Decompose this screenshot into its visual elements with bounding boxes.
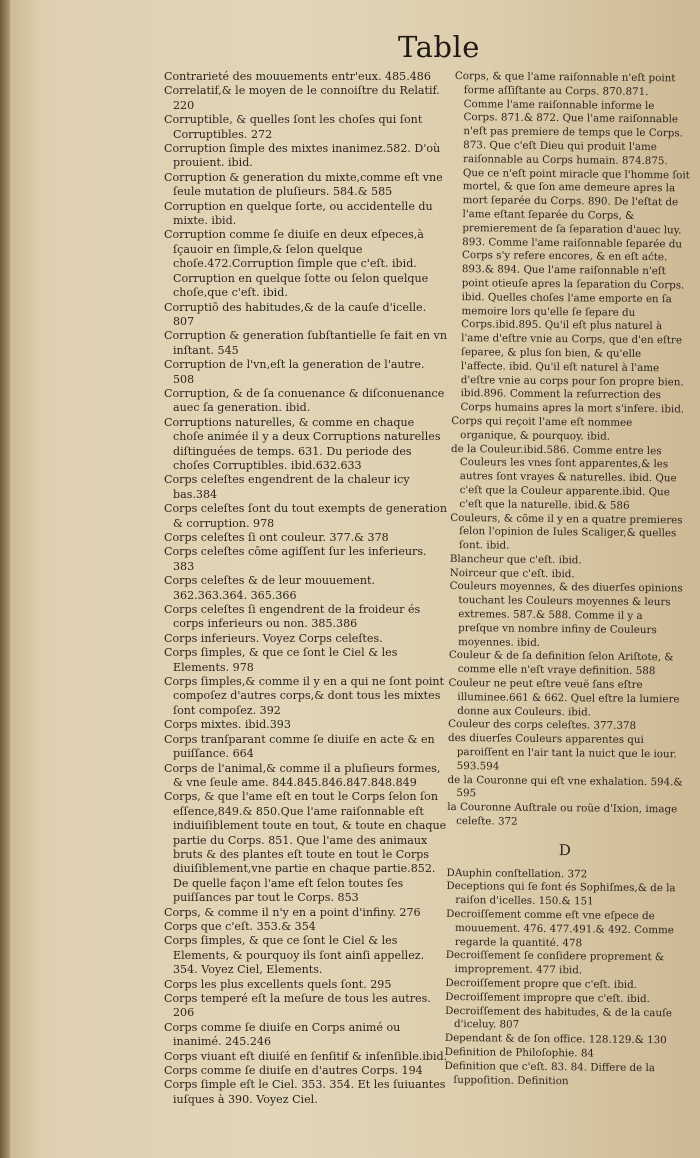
index-entry: Noirceur que c'eſt. ibid. xyxy=(449,566,575,580)
index-entry: Corps comme ſe diuiſe en d'autres Corps. 194 xyxy=(164,1064,423,1078)
index-entry: Corruption de l'vn,eſt la generation de l'autre. 508 xyxy=(164,358,425,386)
index-entry: Decroiſſement impropre que c'eſt. ibid. xyxy=(445,990,650,1005)
index-entry: Corps qui reçoit l'ame eſt nommee organique, & pourquoy. ibid. xyxy=(451,414,633,443)
index-entry: Corps comme ſe diuiſe en Corps animé ou inanimé. 245.246 xyxy=(164,1020,401,1049)
section-letter-d: D xyxy=(558,840,571,860)
index-entry: Blancheur que c'eſt. ibid. xyxy=(449,552,582,567)
index-entry: Corruption comme ſe diuiſe en deux eſpeces,à ſçauoir en ſimple,& ſelon quelque choſe.472.Corruption ſimple que c'eſt. ibid. Corruption en quelque ſotte ou ſelon quelque choſe,que c'eſt. ibid. xyxy=(164,228,429,300)
section-d-entries xyxy=(444,867,682,1090)
index-entry: la Couronne Auſtrale ou roüe d'Ixion, image celeſte. 372 xyxy=(447,801,678,828)
index-entry: Corps celeſtes ſi ont couleur. 377.& 378 xyxy=(164,531,389,544)
index-entry: des diuerſes Couleurs apparentes qui paroiſſent en l'air tant la nuict que le iour. 593.594 xyxy=(447,732,677,773)
index-entry: Corps temperé eſt la meſure de tous les autres. 206 xyxy=(164,992,431,1020)
index-entry: Couleur ne peut eſtre veuë ſans eſtre illuminee.661 & 662. Quel eſtre la lumiere donne aux Couleurs. ibid. xyxy=(448,677,680,719)
index-entry: Corps les plus excellents quels ſont. 295 xyxy=(164,977,392,991)
index-entry: Corps, & comme il n'y en a point d'infiny. 276 xyxy=(164,905,421,919)
index-entry: Corps viuant eſt diuiſé en ſenſitif & inſenſible.ibid. xyxy=(164,1049,448,1063)
index-entry: Decroiſſement des habitudes, & de la cauſe d'iceluy. 807 xyxy=(445,1004,673,1032)
index-entry: Corps tranſparant comme ſe diuiſe en acte & en puiſſance. 664 xyxy=(164,732,435,761)
index-entry: Corruption ſimple des mixtes inanimez.582. D'où prouient. ibid. xyxy=(164,142,441,170)
index-entry: Corps de l'animal,& comme il a pluſieurs formes, & vne ſeule ame. 844.845.846.847.848.849 xyxy=(164,761,441,789)
index-entry: Corps, & que l'ame eſt en tout le Corps ſelon ſon eſſence,849.& 850.Que l'ame raiſonnable eſt indiuiſiblement toute en tout, & toute en chaque partie du Corps. 851. Que l'ame des animaux bruts & des plantes eſt toute en tout le Corps diuiſiblement,vne partie en chaque partie.852. De quelle façon l'ame eſt ſelon toutes ſes puiſſances par tout le Corps. 853 xyxy=(164,790,447,905)
index-entry: Decroiſſement propre que c'eſt. ibid. xyxy=(445,976,638,991)
index-entry: DAuphin conſtellation. 372 xyxy=(446,866,588,881)
index-entry: Corps ſimple eſt le Ciel. 353. 354. Et les ſuiuantes iuſques à 390. Voyez Ciel. xyxy=(164,1078,446,1106)
index-entry: Corruptible, & quelles ſont les choſes qui ſont Corruptibles. 272 xyxy=(164,113,423,141)
index-entry: Corps ſimples, & que ce ſont le Ciel & les Elements. 978 xyxy=(164,646,398,674)
index-entry: Corruptions naturelles, & comme en chaque choſe animée il y a deux Corruptions naturelles diſtinguées de temps. 631. Du periode des choſes Corruptibles. ibid.632.633 xyxy=(164,415,441,472)
left-column xyxy=(164,70,448,1107)
index-entry: Corps mixtes. ibid.393 xyxy=(164,718,291,732)
book-spine xyxy=(0,0,10,1158)
index-entry: de la Couleur.ibid.586. Comme entre les Couleurs les vnes ſont apparentes,& les autres ſont vrayes & naturelles. ibid. Que c'eſt que la Couleur apparente.ibid. Que c'eſt que la naturelle. ibid.& 586 xyxy=(450,442,677,512)
index-entry: Corruptiō des habitudes,& de la cauſe d'icelle. 807 xyxy=(164,300,427,328)
index-entry: Corruption en quelque ſorte, ou accidentelle du mixte. ibid. xyxy=(164,199,433,228)
index-entry: Corps ſimples, & que ce ſont le Ciel & les Elements, & pourquoy ils ſont ainſi appellez. 354. Voyez Ciel, Elements. xyxy=(164,934,425,977)
right-column xyxy=(444,70,691,1090)
index-entry: Couleur & de ſa definition ſelon Ariſtote, & comme elle n'eſt vraye definition. 588 xyxy=(448,649,674,678)
index-entry: Couleurs, & cōme il y en a quatre premieres ſelon l'opinion de Iules Scaliger,& quelles ſont. ibid. xyxy=(450,511,683,552)
index-entry: Corps que c'eſt. 353.& 354 xyxy=(164,919,316,933)
index-entry: Decroiſſement ſe conſidere proprement & improprement. 477 ibid. xyxy=(445,949,665,977)
index-entry: Dependant & de ſon office. 128.129.& 130 xyxy=(444,1032,667,1047)
index-entry: Corruption, & de ſa conuenance & diſconuenance auec ſa generation. ibid. xyxy=(164,386,445,415)
index-entry: Corps celeſtes ſont du tout exempts de generation & corruption. 978 xyxy=(164,502,447,530)
index-entry: Corps celeſtes cōme agiſſent ſur les inferieurs. 383 xyxy=(164,545,427,573)
index-entry: Corps celeſtes ſi engendrent de la froideur és corps inferieurs ou non. 385.386 xyxy=(164,603,421,631)
index-entry: Corruption & generation du mixte,comme eſt vne ſeule mutation de pluſieurs. 584.& 585 xyxy=(164,170,443,199)
page-title: Table xyxy=(398,30,480,64)
index-entry: Corps ſimples,& comme il y en a qui ne ſont point compoſez d'autres corps,& dont tous les mixtes ſont compoſez. 392 xyxy=(164,675,445,717)
index-entry: Definition que c'eſt. 83. 84. Differe de la ſuppoſition. Definition xyxy=(444,1059,656,1087)
index-entry: Deceptions qui ſe font és Sophiſmes,& de la raiſon d'icelles. 150.& 151 xyxy=(446,880,676,908)
index-entry: Corps, & que l'ame raiſonnable n'eſt point forme aſſiſtante au Corps. 870.871. Comme l'ame raiſonnable informe le Corps. 871.& 872. Que l'ame raiſonnable n'eſt pas premiere de temps que le Corps. 873. Que c'eſt Dieu qui produit l'ame raiſonnable au Corps humain. 874.875. Que ce n'eſt point miracle que l'homme ſoit mortel, & que ſon ame demeure apres la mort ſeparée du Corps. 890. De l'eſtat de l'ame eſtant ſeparée du Corps, & premierement de ſa ſeparation d'auec luy. 893. Comme l'ame raiſonnable ſeparée du Corps s'y refere encores, & en eſt aćte. 893.& 894. Que l'ame raiſonnable n'eſt point otieuſe apres la ſeparation du Corps. ibid. Quelles choſes l'ame emporte en ſa memoire lors qu'elle ſe ſepare du Corps.ibid.895. Qu'il eſt plus naturel à l'ame d'eſtre vnie au Corps, que d'en eſtre ſeparee, & plus ſon bien, & qu'elle l'affecte. ibid. Qu'il eſt naturel à l'ame d'eſtre vnie au corps pour ſon propre bien. ibid.896. Comment la reſurrection des Corps humains apres la mort s'infere. ibid. xyxy=(454,70,690,416)
index-entry: Corruption & generation ſubſtantielle ſe fait en vn inſtant. 545 xyxy=(164,329,447,357)
index-entry: Corps celeſtes engendrent de la chaleur icy bas.384 xyxy=(164,473,410,501)
index-entry: Definition de Philoſophie. 84 xyxy=(444,1045,595,1060)
index-entry: Corps inferieurs. Voyez Corps celeſtes. xyxy=(164,631,383,645)
index-entry: Correlatif,& le moyen de le connoiſtre du Relatif. 220 xyxy=(164,84,440,112)
index-entry: Corps celeſtes & de leur mouuement. 362.363.364. 365.366 xyxy=(164,574,375,602)
index-entry: Contrarieté des mouuements entr'eux. 485.486 xyxy=(164,70,431,83)
index-entry: de la Couronne qui eſt vne exhalation. 594.& 595 xyxy=(447,773,683,800)
index-entry: Couleurs moyennes, & des diuerſes opinions touchant les Couleurs moyennes & leurs extremes. 587.& 588. Comme il y a preſque vn nombre infiny de Couleurs moyennes. ibid. xyxy=(449,580,683,649)
index-entry: Couleur des corps celeſtes. 377.378 xyxy=(448,718,637,733)
index-entry: Decroiſſement comme eſt vne eſpece de mouuement. 476. 477.491.& 492. Comme regarde la quantité. 478 xyxy=(446,907,674,949)
